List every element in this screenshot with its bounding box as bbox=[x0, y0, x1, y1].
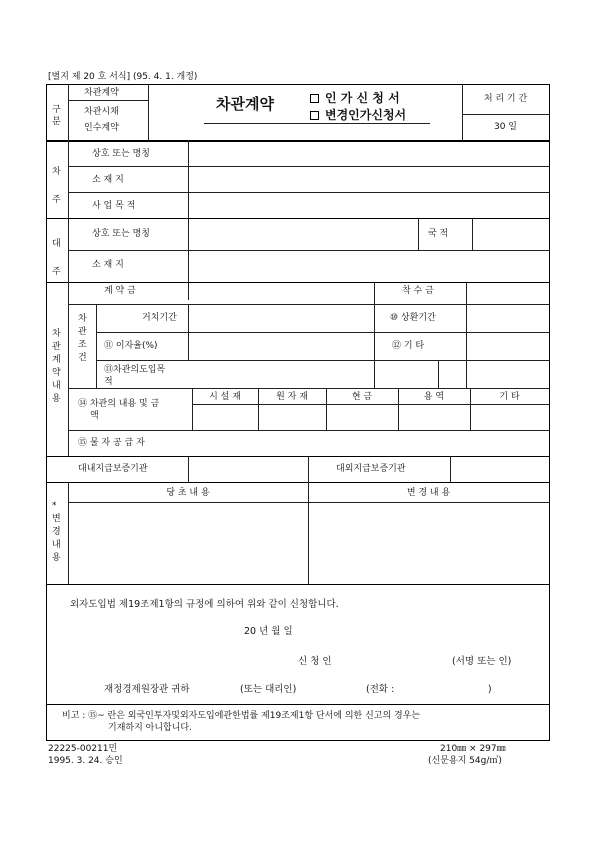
paper-size: 210㎜ × 297㎜ bbox=[440, 744, 506, 754]
processing-period-value: 30 일 bbox=[493, 122, 517, 132]
type-loan-bond: 차관시채 bbox=[84, 107, 119, 117]
foreign-guarantor-label: 대외지급보증기관 bbox=[336, 464, 406, 474]
borrower-name-field[interactable] bbox=[190, 142, 548, 164]
other-terms-label: ⑫ 기 타 bbox=[392, 341, 425, 351]
lender-address-field[interactable] bbox=[190, 252, 548, 280]
lender-address-label: 소 재 지 bbox=[92, 260, 124, 270]
borrower-address-field[interactable] bbox=[190, 168, 548, 190]
repayment-period-label: ⑩ 상환기간 bbox=[390, 313, 436, 323]
checkbox-icon bbox=[310, 94, 319, 103]
lender-name-label: 상호 또는 명칭 bbox=[92, 229, 150, 239]
borrower-label: 차 주 bbox=[52, 167, 61, 205]
paper-type: (신문용지 54g/㎡) bbox=[428, 756, 502, 766]
applicant-label: 신 청 인 bbox=[298, 656, 332, 667]
original-content-header: 당 초 내 용 bbox=[166, 488, 210, 498]
contract-amount-label: 계 약 금 bbox=[104, 286, 136, 296]
borrower-address-label: 소 재 지 bbox=[92, 175, 124, 185]
application-date[interactable]: 20 년 월 일 bbox=[244, 626, 293, 637]
phone-field[interactable]: (전화 : ) bbox=[366, 684, 492, 695]
domestic-guarantor-label: 대내지급보증기관 bbox=[78, 464, 148, 474]
revision-date: (95. 4. 1. 개정) bbox=[132, 72, 198, 82]
supplier-field[interactable] bbox=[190, 432, 548, 454]
changes-label: * 변경내용 bbox=[52, 501, 61, 563]
domestic-guarantor-field[interactable] bbox=[190, 458, 306, 480]
grace-period-field[interactable] bbox=[190, 306, 372, 330]
facilities-amount-field[interactable] bbox=[194, 406, 256, 428]
services-amount-field[interactable] bbox=[400, 406, 468, 428]
note-text: 비고 : ⑮~ 란은 외국인투자및외자도입에관한법률 제19조제1항 단서에 의한 신고의 경우는 기재하지 아니합니다. bbox=[62, 711, 421, 733]
lender-label: 대 주 bbox=[52, 239, 61, 277]
supplier-label: ⑮ 물 자 공 급 자 bbox=[78, 438, 145, 448]
loan-purpose-label: ⑬차관의도입목 적 bbox=[104, 365, 166, 387]
borrower-name-label: 상호 또는 명칭 bbox=[92, 149, 150, 159]
type-loan-contract: 차관계약 bbox=[84, 88, 119, 98]
original-content-field[interactable] bbox=[70, 504, 306, 582]
option-approval[interactable]: 인 가 신 청 서 bbox=[310, 92, 400, 104]
loan-conditions-label: 차관조건 bbox=[78, 314, 87, 363]
col-raw-materials: 원 자 재 bbox=[276, 392, 308, 402]
lender-nationality-field[interactable] bbox=[474, 220, 548, 248]
lender-name-field[interactable] bbox=[190, 220, 416, 248]
gubun-label: 구 분 bbox=[52, 105, 61, 127]
type-acquisition: 인수계약 bbox=[84, 123, 119, 133]
loan-content-label: ⑭ 차관의 내용 및 금 액 bbox=[78, 399, 160, 421]
representative-label: (또는 대리인) bbox=[240, 684, 297, 695]
addressee: 재정경제원장관 귀하 bbox=[104, 684, 190, 695]
raw-materials-amount-field[interactable] bbox=[260, 406, 324, 428]
approval-date: 1995. 3. 24. 승인 bbox=[48, 756, 123, 766]
col-facilities: 시 설 재 bbox=[209, 392, 241, 402]
option-change-approval[interactable]: 변경인가신청서 bbox=[310, 109, 406, 121]
other-amount-field[interactable] bbox=[472, 406, 548, 428]
form-reference: [별지 제 20 호 서식] (95. 4. 1. 개정) bbox=[48, 72, 198, 82]
signature-label[interactable]: (서명 또는 인) bbox=[452, 656, 512, 667]
loan-terms-label: 차관계약내용 bbox=[52, 329, 61, 404]
form-code: 22225-00211민 bbox=[48, 744, 118, 754]
grace-period-label: 거치기간 bbox=[142, 313, 177, 323]
changed-content-field[interactable] bbox=[310, 504, 548, 582]
interest-rate-field[interactable] bbox=[190, 334, 372, 358]
col-other: 기 타 bbox=[499, 392, 520, 402]
declaration-text: 외자도입법 제19조제1항의 규정에 의하여 위와 같이 신청합니다. bbox=[70, 599, 339, 610]
checkbox-icon bbox=[310, 111, 319, 120]
changed-content-header: 변 경 내 용 bbox=[406, 488, 451, 498]
other-terms-field[interactable] bbox=[468, 334, 548, 358]
contract-amount-field[interactable] bbox=[190, 284, 372, 302]
borrower-business-field[interactable] bbox=[190, 194, 548, 216]
lender-nationality-label: 국 적 bbox=[428, 229, 449, 239]
borrower-business-label: 사 업 목 적 bbox=[92, 201, 136, 211]
col-cash: 현 금 bbox=[351, 392, 373, 402]
repayment-period-field[interactable] bbox=[468, 306, 548, 330]
form-title: 차관계약 bbox=[216, 95, 274, 113]
loan-purpose-field[interactable] bbox=[190, 362, 436, 386]
foreign-guarantor-field[interactable] bbox=[452, 458, 548, 480]
cash-amount-field[interactable] bbox=[328, 406, 396, 428]
processing-period-label: 처 리 기 간 bbox=[483, 94, 528, 104]
commitment-fee-field[interactable] bbox=[468, 284, 548, 302]
interest-rate-label: ⑪ 이자율(%) bbox=[104, 341, 158, 351]
col-services: 용 역 bbox=[423, 392, 445, 402]
commitment-fee-label: 착 수 금 bbox=[402, 286, 434, 296]
